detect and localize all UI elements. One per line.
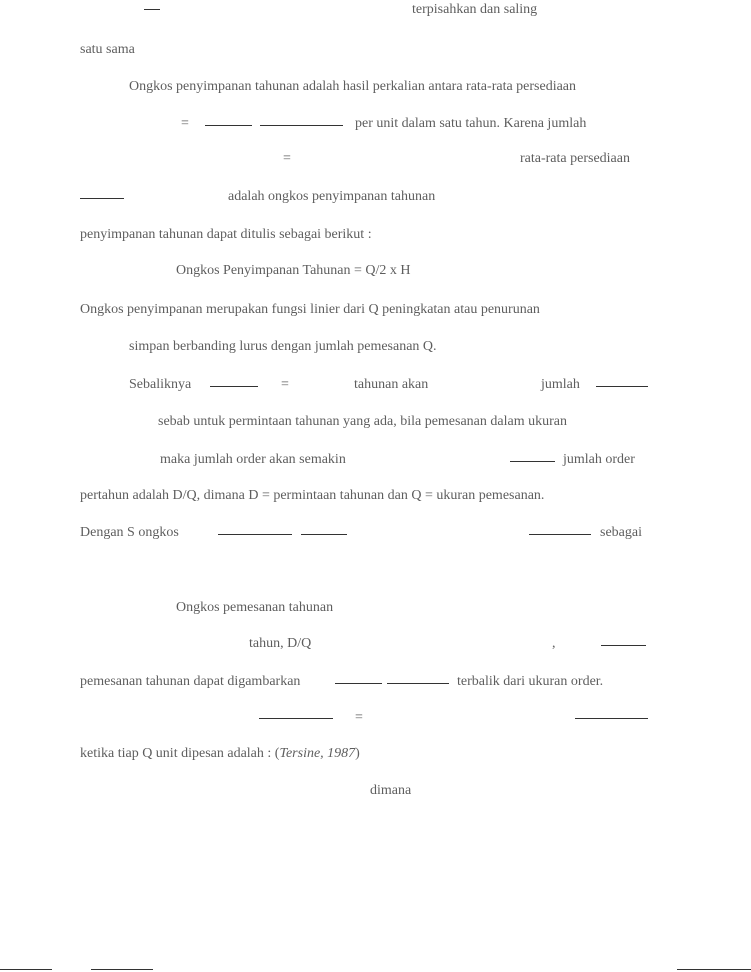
text-line: sebagai xyxy=(600,525,642,540)
bottom-rule xyxy=(0,969,52,970)
redaction-bar xyxy=(335,683,382,684)
text-line: Ongkos penyimpanan tahunan adalah hasil perkalian antara rata-rata persediaan xyxy=(129,79,577,94)
text-line: sebab untuk permintaan tahunan yang ada, bila pemesanan dalam ukuran xyxy=(158,414,567,429)
redaction-bar xyxy=(210,386,258,387)
text-line: jumlah xyxy=(541,377,580,392)
redaction-bar xyxy=(259,718,333,719)
text-line: simpan berbanding lurus dengan jumlah pemesanan Q. xyxy=(129,339,437,354)
redaction-bar xyxy=(218,534,292,535)
redaction-bar xyxy=(575,718,648,719)
redaction-bar xyxy=(144,9,160,10)
text-line xyxy=(80,746,360,762)
text-line: per unit dalam satu tahun. Karena jumlah xyxy=(355,116,587,131)
redaction-bar xyxy=(205,125,252,126)
redaction-bar xyxy=(80,198,124,199)
text-line: Ongkos pemesanan tahunan xyxy=(176,600,334,615)
text-line: jumlah order xyxy=(563,452,635,467)
redaction-bar xyxy=(510,461,555,462)
bottom-rule xyxy=(677,969,751,970)
text-line: terpisahkan dan saling xyxy=(412,2,538,17)
redaction-bar xyxy=(387,683,449,684)
text-line: rata-rata persediaan xyxy=(520,151,630,166)
redaction-bar xyxy=(601,645,646,646)
text-line: Ongkos penyimpanan merupakan fungsi linier dari Q peningkatan atau penurunan xyxy=(80,302,540,317)
text-line: terbalik dari ukuran order. xyxy=(457,674,604,689)
text-line: Dengan S ongkos xyxy=(80,525,179,540)
text-line: Sebaliknya xyxy=(129,377,192,392)
text-fragment: ketika tiap Q unit dipesan adalah : ( xyxy=(80,746,280,761)
text-line: maka jumlah order akan semakin xyxy=(160,452,346,467)
text-line: adalah ongkos penyimpanan tahunan xyxy=(228,189,436,204)
equals-sign: = xyxy=(283,151,291,166)
text-line: penyimpanan tahunan dapat ditulis sebagai berikut : xyxy=(80,227,372,242)
text-fragment: ) xyxy=(355,746,360,761)
citation: Tersine, 1987 xyxy=(279,746,356,761)
text-line: satu sama xyxy=(80,42,135,57)
formula-storage-cost: Ongkos Penyimpanan Tahunan = Q/2 x H xyxy=(176,263,411,278)
text-line: dimana xyxy=(370,783,412,798)
redaction-bar xyxy=(260,125,343,126)
text-line: tahun, D/Q xyxy=(249,636,312,651)
redaction-bar xyxy=(529,534,591,535)
text-line: pemesanan tahunan dapat digambarkan xyxy=(80,674,301,689)
text-line: pertahun adalah D/Q, dimana D = permintaan tahunan dan Q = ukuran pemesanan. xyxy=(80,488,545,503)
equals-sign: = xyxy=(181,116,189,131)
redaction-bar xyxy=(596,386,648,387)
text-line: tahunan akan xyxy=(354,377,429,392)
bottom-rule xyxy=(91,969,153,970)
equals-sign: = xyxy=(281,377,289,392)
redaction-bar xyxy=(301,534,347,535)
comma: , xyxy=(552,636,556,651)
equals-sign: = xyxy=(355,710,363,725)
